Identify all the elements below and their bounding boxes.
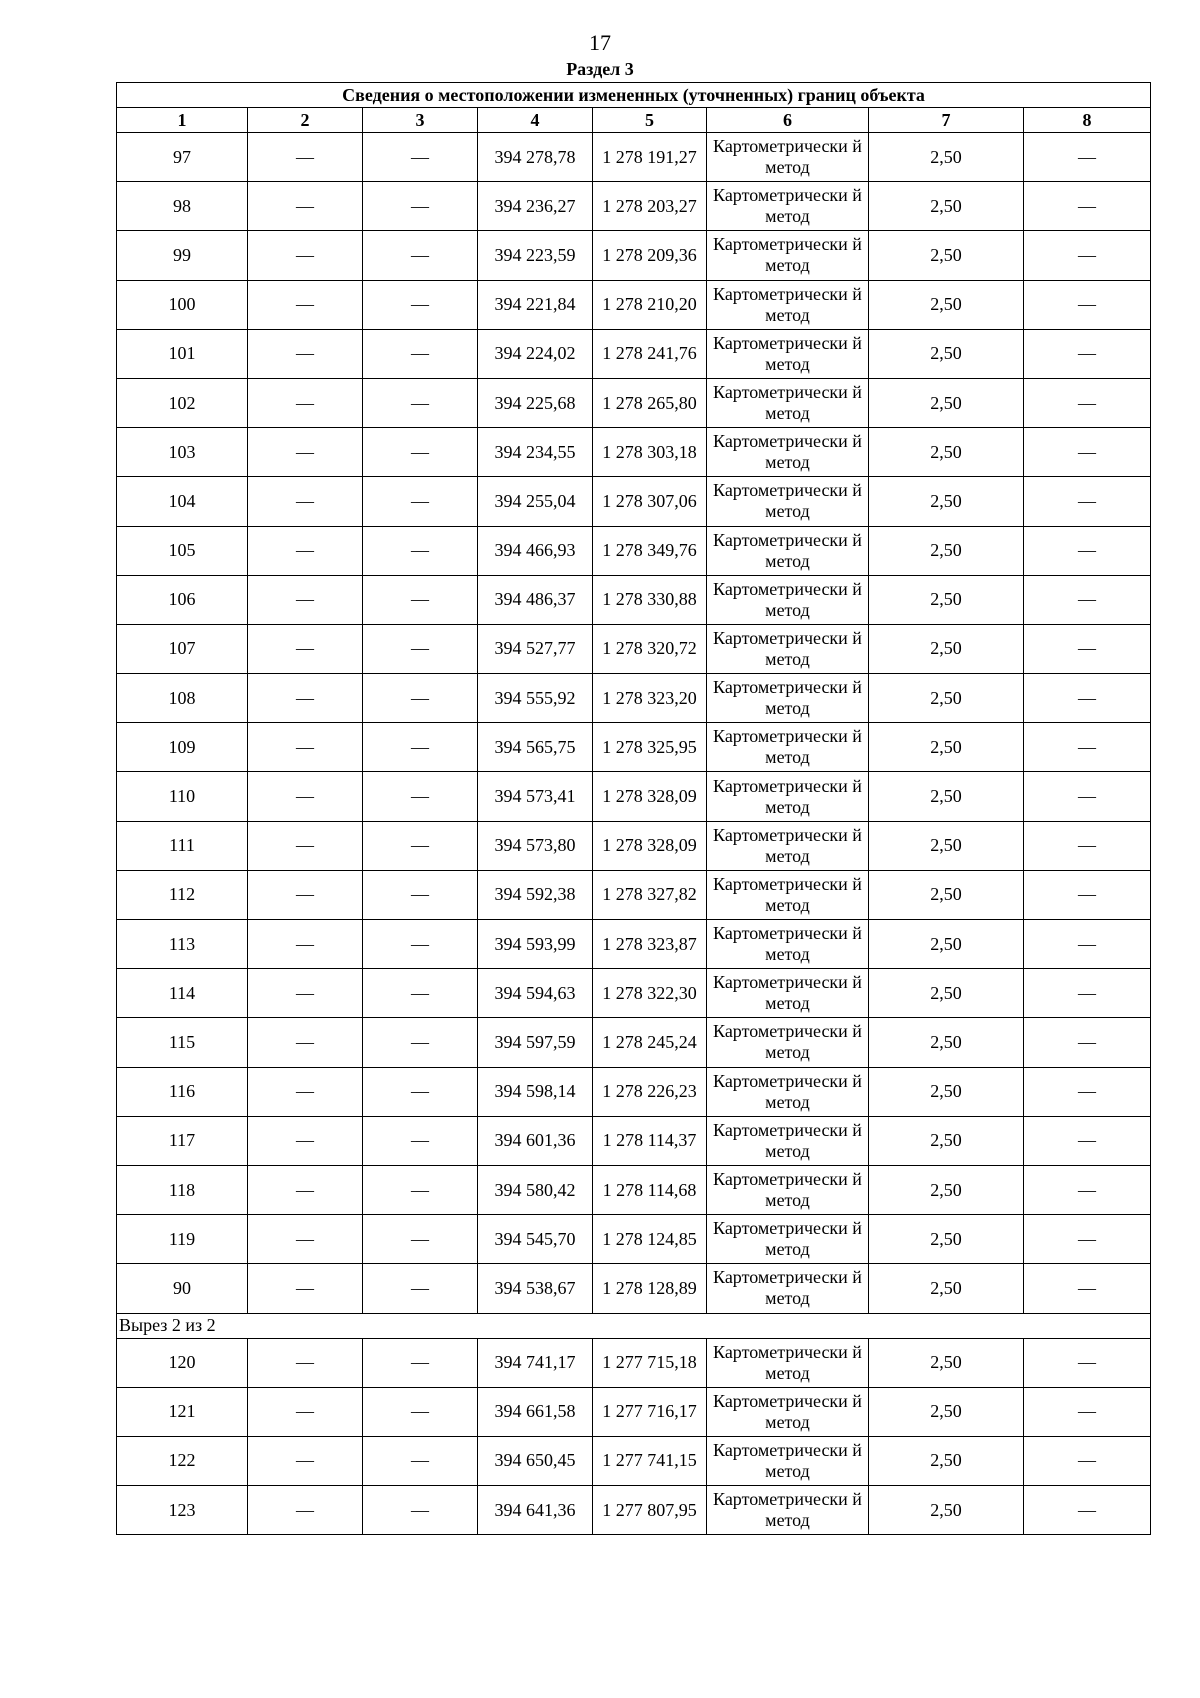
column-8-cell: —: [1024, 1215, 1151, 1264]
coordinate-y-cell: 1 278 303,18: [593, 428, 707, 477]
column-3-cell: —: [363, 1338, 478, 1387]
precision-cell: 2,50: [869, 575, 1024, 624]
column-number-5: 5: [593, 108, 707, 133]
column-3-cell: —: [363, 280, 478, 329]
point-number-cell: 114: [117, 969, 248, 1018]
coordinate-y-cell: 1 278 114,37: [593, 1116, 707, 1165]
coordinate-x-cell: 394 601,36: [478, 1116, 593, 1165]
table-body: [117, 133, 1151, 1535]
point-number-cell: 111: [117, 821, 248, 870]
method-cell: Картометрически й метод: [707, 1387, 869, 1436]
precision-cell: 2,50: [869, 1165, 1024, 1214]
coordinate-x-cell: 394 580,42: [478, 1165, 593, 1214]
method-cell: Картометрически й метод: [707, 772, 869, 821]
coordinate-y-cell: 1 278 323,20: [593, 674, 707, 723]
column-3-cell: —: [363, 477, 478, 526]
precision-cell: 2,50: [869, 821, 1024, 870]
table-row: [117, 674, 1151, 723]
method-cell: Картометрически й метод: [707, 1338, 869, 1387]
column-3-cell: —: [363, 920, 478, 969]
column-8-cell: —: [1024, 920, 1151, 969]
coordinate-y-cell: 1 277 807,95: [593, 1486, 707, 1535]
coordinate-x-cell: 394 278,78: [478, 133, 593, 182]
column-2-cell: —: [248, 1486, 363, 1535]
column-number-4: 4: [478, 108, 593, 133]
column-3-cell: —: [363, 772, 478, 821]
precision-cell: 2,50: [869, 329, 1024, 378]
coordinate-y-cell: 1 278 265,80: [593, 378, 707, 427]
point-number-cell: 99: [117, 231, 248, 280]
column-2-cell: —: [248, 821, 363, 870]
precision-cell: 2,50: [869, 870, 1024, 919]
coordinate-y-cell: 1 278 203,27: [593, 182, 707, 231]
coordinate-x-cell: 394 555,92: [478, 674, 593, 723]
table-row: [117, 1165, 1151, 1214]
precision-cell: 2,50: [869, 182, 1024, 231]
column-2-cell: —: [248, 870, 363, 919]
column-number-row: [117, 108, 1151, 133]
precision-cell: 2,50: [869, 772, 1024, 821]
coordinate-x-cell: 394 486,37: [478, 575, 593, 624]
method-cell: Картометрически й метод: [707, 1264, 869, 1313]
column-8-cell: —: [1024, 1486, 1151, 1535]
column-2-cell: —: [248, 1067, 363, 1116]
point-number-cell: 118: [117, 1165, 248, 1214]
method-cell: Картометрически й метод: [707, 182, 869, 231]
coordinate-y-cell: 1 278 320,72: [593, 624, 707, 673]
column-2-cell: —: [248, 575, 363, 624]
coordinate-x-cell: 394 255,04: [478, 477, 593, 526]
method-cell: Картометрически й метод: [707, 231, 869, 280]
method-cell: Картометрически й метод: [707, 821, 869, 870]
method-cell: Картометрически й метод: [707, 1215, 869, 1264]
column-2-cell: —: [248, 1436, 363, 1485]
coordinate-x-cell: 394 538,67: [478, 1264, 593, 1313]
coordinate-y-cell: 1 277 716,17: [593, 1387, 707, 1436]
point-number-cell: 119: [117, 1215, 248, 1264]
method-cell: Картометрически й метод: [707, 1486, 869, 1535]
coordinate-y-cell: 1 278 330,88: [593, 575, 707, 624]
coordinate-y-cell: 1 278 349,76: [593, 526, 707, 575]
table-row: [117, 329, 1151, 378]
method-cell: Картометрически й метод: [707, 1116, 869, 1165]
column-2-cell: —: [248, 329, 363, 378]
coordinate-x-cell: 394 545,70: [478, 1215, 593, 1264]
column-3-cell: —: [363, 378, 478, 427]
table-row: [117, 1067, 1151, 1116]
column-number-7: 7: [869, 108, 1024, 133]
coordinate-x-cell: 394 741,17: [478, 1338, 593, 1387]
coordinate-x-cell: 394 593,99: [478, 920, 593, 969]
precision-cell: 2,50: [869, 723, 1024, 772]
coordinate-x-cell: 394 597,59: [478, 1018, 593, 1067]
precision-cell: 2,50: [869, 526, 1024, 575]
column-8-cell: —: [1024, 329, 1151, 378]
point-number-cell: 120: [117, 1338, 248, 1387]
column-3-cell: —: [363, 674, 478, 723]
point-number-cell: 102: [117, 378, 248, 427]
table-row: [117, 969, 1151, 1018]
point-number-cell: 98: [117, 182, 248, 231]
precision-cell: 2,50: [869, 231, 1024, 280]
precision-cell: 2,50: [869, 1067, 1024, 1116]
column-8-cell: —: [1024, 1387, 1151, 1436]
coordinate-y-cell: 1 278 209,36: [593, 231, 707, 280]
precision-cell: 2,50: [869, 674, 1024, 723]
coordinate-x-cell: 394 573,80: [478, 821, 593, 870]
column-3-cell: —: [363, 182, 478, 231]
column-8-cell: —: [1024, 870, 1151, 919]
table-row: [117, 1338, 1151, 1387]
method-cell: Картометрически й метод: [707, 1018, 869, 1067]
column-8-cell: —: [1024, 969, 1151, 1018]
coordinate-y-cell: 1 278 124,85: [593, 1215, 707, 1264]
table-row: [117, 477, 1151, 526]
column-3-cell: —: [363, 133, 478, 182]
column-3-cell: —: [363, 1264, 478, 1313]
column-2-cell: —: [248, 378, 363, 427]
coordinate-y-cell: 1 278 114,68: [593, 1165, 707, 1214]
method-cell: Картометрически й метод: [707, 477, 869, 526]
column-3-cell: —: [363, 1486, 478, 1535]
column-8-cell: —: [1024, 674, 1151, 723]
method-cell: Картометрически й метод: [707, 969, 869, 1018]
column-2-cell: —: [248, 526, 363, 575]
table-caption: Сведения о местоположении измененных (уточненных) границ объекта: [117, 83, 1151, 108]
column-2-cell: —: [248, 477, 363, 526]
column-8-cell: —: [1024, 477, 1151, 526]
column-2-cell: —: [248, 280, 363, 329]
subheading-row: [117, 1313, 1151, 1338]
column-8-cell: —: [1024, 231, 1151, 280]
column-2-cell: —: [248, 1387, 363, 1436]
coordinate-y-cell: 1 278 245,24: [593, 1018, 707, 1067]
column-2-cell: —: [248, 920, 363, 969]
coordinate-x-cell: 394 223,59: [478, 231, 593, 280]
coordinate-x-cell: 394 592,38: [478, 870, 593, 919]
column-2-cell: —: [248, 1338, 363, 1387]
method-cell: Картометрически й метод: [707, 526, 869, 575]
column-3-cell: —: [363, 1018, 478, 1067]
precision-cell: 2,50: [869, 1018, 1024, 1067]
point-number-cell: 103: [117, 428, 248, 477]
method-cell: Картометрически й метод: [707, 133, 869, 182]
coordinate-x-cell: 394 221,84: [478, 280, 593, 329]
precision-cell: 2,50: [869, 1116, 1024, 1165]
coordinate-x-cell: 394 236,27: [478, 182, 593, 231]
column-3-cell: —: [363, 1436, 478, 1485]
precision-cell: 2,50: [869, 378, 1024, 427]
column-3-cell: —: [363, 1116, 478, 1165]
subheading: Вырез 2 из 2: [117, 1313, 1151, 1338]
column-8-cell: —: [1024, 1338, 1151, 1387]
column-3-cell: —: [363, 969, 478, 1018]
table-row: [117, 1387, 1151, 1436]
coordinate-y-cell: 1 278 328,09: [593, 821, 707, 870]
column-8-cell: —: [1024, 378, 1151, 427]
table-row: [117, 772, 1151, 821]
coordinate-y-cell: 1 278 327,82: [593, 870, 707, 919]
point-number-cell: 121: [117, 1387, 248, 1436]
coordinate-x-cell: 394 594,63: [478, 969, 593, 1018]
point-number-cell: 106: [117, 575, 248, 624]
column-8-cell: —: [1024, 133, 1151, 182]
column-3-cell: —: [363, 1067, 478, 1116]
coordinate-y-cell: 1 277 715,18: [593, 1338, 707, 1387]
column-number-3: 3: [363, 108, 478, 133]
method-cell: Картометрически й метод: [707, 575, 869, 624]
coordinate-y-cell: 1 278 328,09: [593, 772, 707, 821]
column-8-cell: —: [1024, 1067, 1151, 1116]
table-row: [117, 133, 1151, 182]
column-number-2: 2: [248, 108, 363, 133]
column-3-cell: —: [363, 1165, 478, 1214]
point-number-cell: 101: [117, 329, 248, 378]
boundary-coordinates-table: [116, 82, 1151, 1535]
coordinate-x-cell: 394 661,58: [478, 1387, 593, 1436]
precision-cell: 2,50: [869, 1387, 1024, 1436]
column-3-cell: —: [363, 1387, 478, 1436]
column-2-cell: —: [248, 772, 363, 821]
column-2-cell: —: [248, 1165, 363, 1214]
column-8-cell: —: [1024, 1116, 1151, 1165]
table-row: [117, 1116, 1151, 1165]
coordinate-y-cell: 1 278 322,30: [593, 969, 707, 1018]
column-2-cell: —: [248, 231, 363, 280]
coordinate-x-cell: 394 598,14: [478, 1067, 593, 1116]
point-number-cell: 97: [117, 133, 248, 182]
table-row: [117, 1215, 1151, 1264]
precision-cell: 2,50: [869, 1338, 1024, 1387]
precision-cell: 2,50: [869, 1436, 1024, 1485]
column-3-cell: —: [363, 723, 478, 772]
column-8-cell: —: [1024, 428, 1151, 477]
coordinate-x-cell: 394 224,02: [478, 329, 593, 378]
point-number-cell: 123: [117, 1486, 248, 1535]
table-row: [117, 1436, 1151, 1485]
column-8-cell: —: [1024, 526, 1151, 575]
table-row: [117, 182, 1151, 231]
table-row: [117, 1264, 1151, 1313]
method-cell: Картометрически й метод: [707, 280, 869, 329]
precision-cell: 2,50: [869, 477, 1024, 526]
table-row: [117, 428, 1151, 477]
coordinate-x-cell: 394 466,93: [478, 526, 593, 575]
column-2-cell: —: [248, 1215, 363, 1264]
coordinate-y-cell: 1 278 307,06: [593, 477, 707, 526]
section-label: Раздел 3: [566, 59, 634, 79]
precision-cell: 2,50: [869, 969, 1024, 1018]
precision-cell: 2,50: [869, 133, 1024, 182]
precision-cell: 2,50: [869, 624, 1024, 673]
point-number-cell: 116: [117, 1067, 248, 1116]
column-8-cell: —: [1024, 1264, 1151, 1313]
coordinate-y-cell: 1 278 241,76: [593, 329, 707, 378]
column-2-cell: —: [248, 428, 363, 477]
page-number: 17: [589, 30, 611, 55]
column-8-cell: —: [1024, 821, 1151, 870]
table-row: [117, 1486, 1151, 1535]
column-3-cell: —: [363, 526, 478, 575]
method-cell: Картометрически й метод: [707, 1067, 869, 1116]
table-row: [117, 378, 1151, 427]
column-8-cell: —: [1024, 182, 1151, 231]
table-row: [117, 624, 1151, 673]
column-2-cell: —: [248, 624, 363, 673]
method-cell: Картометрически й метод: [707, 428, 869, 477]
method-cell: Картометрически й метод: [707, 674, 869, 723]
column-8-cell: —: [1024, 624, 1151, 673]
column-8-cell: —: [1024, 1018, 1151, 1067]
coordinate-x-cell: 394 225,68: [478, 378, 593, 427]
method-cell: Картометрически й метод: [707, 1165, 869, 1214]
method-cell: Картометрически й метод: [707, 870, 869, 919]
table-row: [117, 920, 1151, 969]
point-number-cell: 100: [117, 280, 248, 329]
coordinate-y-cell: 1 278 210,20: [593, 280, 707, 329]
column-number-8: 8: [1024, 108, 1151, 133]
table-row: [117, 821, 1151, 870]
point-number-cell: 110: [117, 772, 248, 821]
coordinate-x-cell: 394 650,45: [478, 1436, 593, 1485]
point-number-cell: 108: [117, 674, 248, 723]
column-3-cell: —: [363, 575, 478, 624]
coordinate-y-cell: 1 278 226,23: [593, 1067, 707, 1116]
column-2-cell: —: [248, 133, 363, 182]
method-cell: Картометрически й метод: [707, 920, 869, 969]
column-2-cell: —: [248, 969, 363, 1018]
table-caption-row: [117, 83, 1151, 108]
precision-cell: 2,50: [869, 280, 1024, 329]
table-row: [117, 870, 1151, 919]
column-3-cell: —: [363, 624, 478, 673]
column-3-cell: —: [363, 821, 478, 870]
column-2-cell: —: [248, 1264, 363, 1313]
column-8-cell: —: [1024, 772, 1151, 821]
method-cell: Картометрически й метод: [707, 624, 869, 673]
table-row: [117, 575, 1151, 624]
column-3-cell: —: [363, 1215, 478, 1264]
table-row: [117, 723, 1151, 772]
point-number-cell: 109: [117, 723, 248, 772]
column-8-cell: —: [1024, 1436, 1151, 1485]
column-8-cell: —: [1024, 575, 1151, 624]
column-2-cell: —: [248, 1018, 363, 1067]
column-3-cell: —: [363, 329, 478, 378]
point-number-cell: 112: [117, 870, 248, 919]
column-8-cell: —: [1024, 1165, 1151, 1214]
precision-cell: 2,50: [869, 1264, 1024, 1313]
column-8-cell: —: [1024, 280, 1151, 329]
point-number-cell: 90: [117, 1264, 248, 1313]
column-2-cell: —: [248, 1116, 363, 1165]
precision-cell: 2,50: [869, 1215, 1024, 1264]
precision-cell: 2,50: [869, 428, 1024, 477]
table-row: [117, 1018, 1151, 1067]
point-number-cell: 122: [117, 1436, 248, 1485]
coordinate-x-cell: 394 234,55: [478, 428, 593, 477]
coordinate-y-cell: 1 278 191,27: [593, 133, 707, 182]
column-2-cell: —: [248, 182, 363, 231]
table-row: [117, 526, 1151, 575]
column-number-1: 1: [117, 108, 248, 133]
coordinate-x-cell: 394 565,75: [478, 723, 593, 772]
column-number-6: 6: [707, 108, 869, 133]
method-cell: Картометрически й метод: [707, 329, 869, 378]
point-number-cell: 115: [117, 1018, 248, 1067]
precision-cell: 2,50: [869, 1486, 1024, 1535]
coordinate-y-cell: 1 277 741,15: [593, 1436, 707, 1485]
point-number-cell: 105: [117, 526, 248, 575]
column-8-cell: —: [1024, 723, 1151, 772]
precision-cell: 2,50: [869, 920, 1024, 969]
point-number-cell: 117: [117, 1116, 248, 1165]
coordinate-x-cell: 394 641,36: [478, 1486, 593, 1535]
coordinate-y-cell: 1 278 323,87: [593, 920, 707, 969]
column-2-cell: —: [248, 723, 363, 772]
point-number-cell: 107: [117, 624, 248, 673]
method-cell: Картометрически й метод: [707, 723, 869, 772]
column-3-cell: —: [363, 428, 478, 477]
table-row: [117, 280, 1151, 329]
coordinate-x-cell: 394 573,41: [478, 772, 593, 821]
method-cell: Картометрически й метод: [707, 378, 869, 427]
point-number-cell: 104: [117, 477, 248, 526]
coordinate-x-cell: 394 527,77: [478, 624, 593, 673]
coordinate-y-cell: 1 278 325,95: [593, 723, 707, 772]
method-cell: Картометрически й метод: [707, 1436, 869, 1485]
coordinate-y-cell: 1 278 128,89: [593, 1264, 707, 1313]
point-number-cell: 113: [117, 920, 248, 969]
column-2-cell: —: [248, 674, 363, 723]
table-row: [117, 231, 1151, 280]
column-3-cell: —: [363, 870, 478, 919]
column-3-cell: —: [363, 231, 478, 280]
